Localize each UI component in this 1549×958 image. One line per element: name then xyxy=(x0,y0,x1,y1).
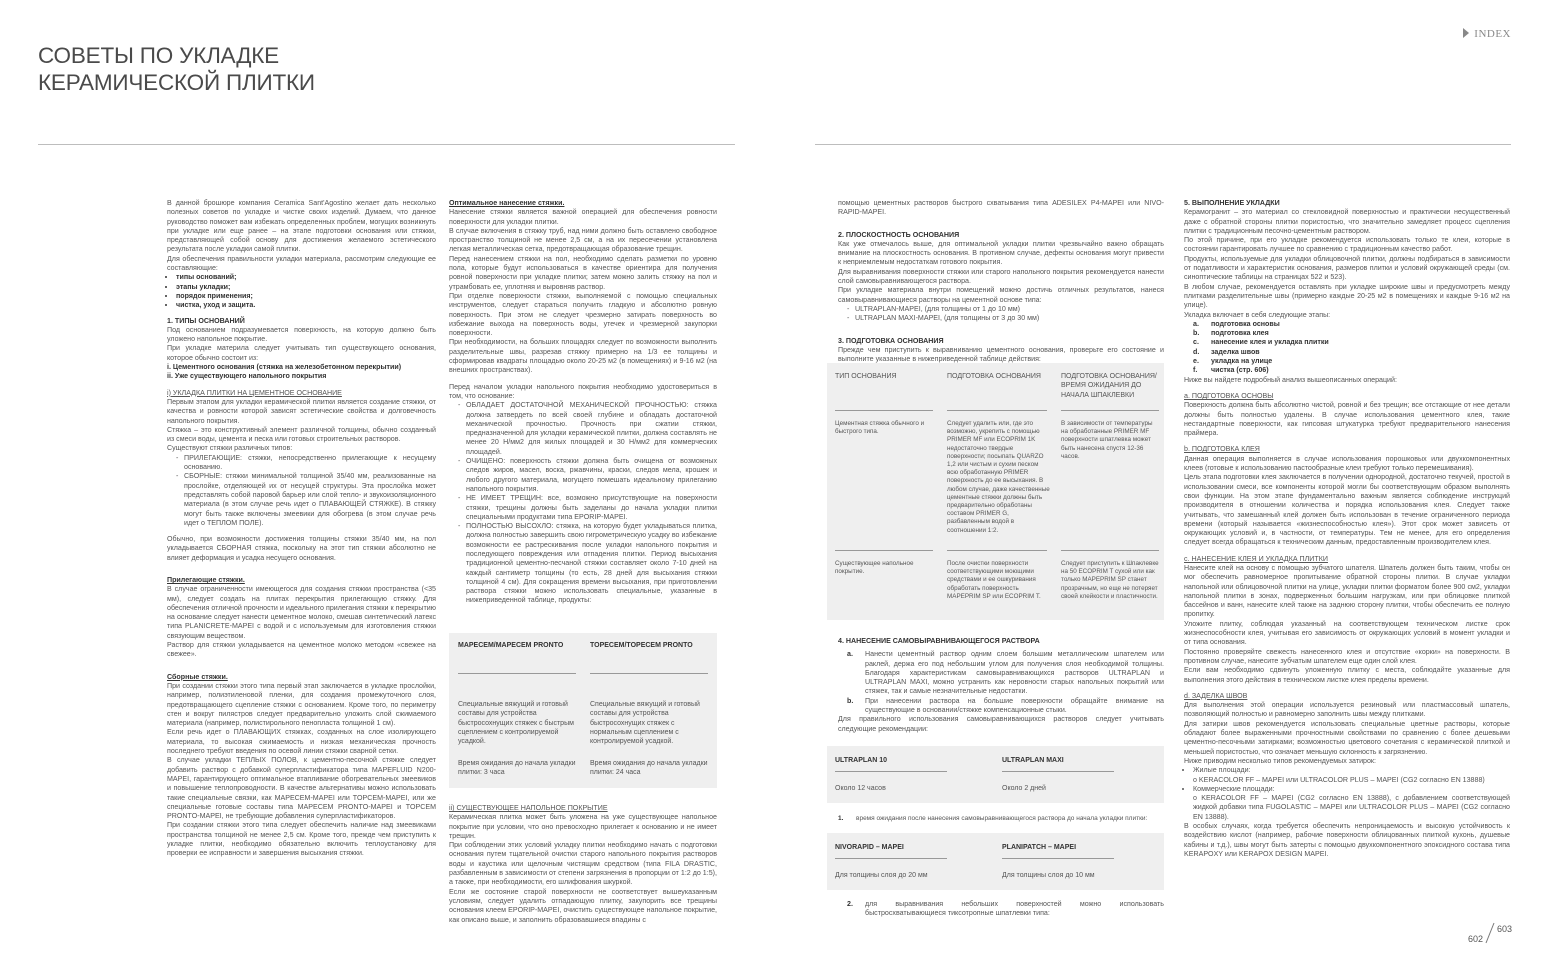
paragraph: При укладке материала внутри помещений можно достичь отличных результатов, нанеся самовыравнивающиеся растворы на цементной основе типа: xyxy=(838,286,1164,304)
section-heading: c. НАНЕСЕНИЕ КЛЕЯ И УКЛАДКА ПЛИТКИ xyxy=(1184,554,1328,563)
table-cell: Около 12 часов xyxy=(835,785,886,792)
drying-products-table xyxy=(449,633,717,788)
table-divider xyxy=(1002,858,1114,859)
base-preparation-table xyxy=(827,363,1164,620)
list-item: - ПРИЛЕГАЮЩИЕ: стяжки, непосредственно прилегающие к несущему основанию. xyxy=(176,454,436,473)
list-item: d. заделка швов xyxy=(1193,347,1260,356)
section-heading: 3. ПОДГОТОВКА ОСНОВАНИЯ xyxy=(838,336,944,345)
table-cell: Время ожидания до начала укладки плитки: 3 часа xyxy=(458,760,576,777)
screed-types-list xyxy=(167,454,436,528)
paragraph: Для затирки швов рекомендуется использовать специальные цветные растворы, которые обладают более выраженными прочностными свойствами по сравнению с более дешевыми цементно-песочными затирками; возможностью цветового сочетания с керамической плиткой и меньшей пористостью, что означает меньшую склонность к загрязнению. xyxy=(1184,719,1510,756)
table-divider xyxy=(947,550,1047,551)
list-item: a. подготовка основы xyxy=(1193,319,1280,328)
paragraph: В особых случаях, когда требуется обеспечить непроницаемость и высокую устойчивость к воздействию кислот (например, рабочие поверхности облицованных плиткой кухонь, душевые кабины и т.д.), швы могут быть затерты с помощью двухкомпонентного эпоксидного состава типа KERAPOXY или KERAPOX DESIGN MAPEI. xyxy=(1184,822,1510,858)
paragraph: Для правильного использования самовыравнивающихся растворов следует учитывать следующие рекомендации: xyxy=(838,715,1164,733)
section-heading: a. ПОДГОТОВКА ОСНОВЫ xyxy=(1184,391,1274,400)
paragraph: Перед нанесением стяжки на пол, необходимо сделать разметки по уровню пола, которые будут использоваться в качестве ориентира для получения ровной поверхности при укладке плитки; затем можно залить стяжку на пол и утрамбовать ее, уплотняя и выровняв раствор. xyxy=(449,254,717,291)
table-header: NIVORAPID – MAPEI xyxy=(835,844,904,851)
list-item: • Коммерческие площади: о KERACOLOR FF – MAPEI (CG2 согласно EN 13888), с добавлением соответствующей жидкой добавки типа FUGOLASTIC – MAPEI или ULTRACOLOR PLUS – MAPEI (CG2 согласно EN 13888). xyxy=(1193,785,1510,822)
column-1 xyxy=(167,199,436,859)
table-cell: После очистки поверхности соответствующими моющими средствами и ее ошкуривания обработать поверхность MAPEPRIM SP или ECOPRIM T. xyxy=(947,560,1041,600)
section-heading: 5. ВЫПОЛНЕНИЕ УКЛАДКИ xyxy=(1184,199,1280,207)
list-item: f. чистка (стр. 606) xyxy=(1193,366,1269,375)
table-cell: Следует приступить к Шпаклевке на 50 ECOPRIM T сухой или как только MAPEPRIM SP станет прозрачным, но еще не потеряет своей клейкости и пластичности. xyxy=(1061,560,1159,600)
list-item: - СБОРНЫЕ: стяжки минимальной толщиной 35/40 мм, реализованные на прослойке, отделяющей их от несущей структуры. Эта прослойка может представлять собой паровой барьер или слой тепло- и звукоизоляционного материала (в этом случае речь идет о ПЛАВАЮЩЕЙ СТЯЖКЕ). В стяжку могут быть также включены змеевики для обогрева (в этом случае речь идет о ТЕПЛОМ ПОЛЕ). xyxy=(176,472,436,528)
paragraph: В случае включения в стяжку труб, над ними должно быть оставлено свободное пространство толщиной не менее 2,5 см, а на их пересечении установлена легкая металлическая сетка, предотвращающая образование трещин. xyxy=(449,226,717,254)
table-divider xyxy=(458,673,576,674)
list-item: • этапы укладки; xyxy=(176,283,436,292)
list-item: b. При нанесении раствора на большие поверхности обращайте внимание на существующие в основании/стяжке компенсационные стыки. xyxy=(847,696,1164,715)
paragraph: Нанесение стяжки является важной операцией для обеспечения ровности поверхности для укладки плитки. xyxy=(449,208,717,226)
page-title-line2: КЕРАМИЧЕСКОЙ ПЛИТКИ xyxy=(38,70,315,95)
list-item: a. Нанести цементный раствор одним слоем большим металлическим шпателем или раклей, держа его под небольшим углом для получения слоя необходимой толщины. Благодаря характеристикам самовыравнивающихся растворов ULTRAPLAN и ULTRAPLAN MAXI, можно устранить как неровности старых напольных покрытий или стяжек, так и самые незначительные недостатки. xyxy=(847,650,1164,696)
paragraph: Продукты, используемые для укладки облицовочной плитки, должны подбираться в зависимости от податливости и характеристик основания, размеров плитки и условий окружающей среды (см. синоптические таблицы на страницах 522 и 523). xyxy=(1184,254,1510,282)
table-cell: Цементная стяжка обычного и быстрого типа. xyxy=(835,420,925,436)
column-4 xyxy=(1184,199,1510,859)
table-divider xyxy=(835,550,933,551)
paragraph: Данная операция выполняется в случае использования порошковых или двухкомпонентных клеев (готовые к использованию пастообразные клеи требуют только перемешивания). xyxy=(1184,454,1510,473)
paragraph: При отделке поверхности стяжки, выполняемой с помощью специальных инструментов, следует стараться получить гладкую и абсолютно ровную поверхность. При этом не следует чрезмерно затирать поверхность во избежание выхода на поверхность воды, утечек и чрезмерной закупорки поверхности. xyxy=(449,291,717,338)
note-list xyxy=(838,900,1164,919)
type-item: ii. Уже существующего напольного покрытия xyxy=(167,372,327,381)
list-item: • типы оснований; xyxy=(176,273,436,282)
note-1: 1. время ожидания после нанесения самовыравнивающегося раствора до начала укладки плитки: xyxy=(838,815,1148,822)
paragraph: Для выравнивания поверхности стяжки или старого напольного покрытия рекомендуется нанести слой самовыравнивающегося раствора. xyxy=(838,267,1164,286)
paragraph: Нанесите клей на основу с помощью зубчатого шпателя. Шпатель должен быть таким, чтобы он мог обеспечить равномерное пропитывание обратной стороны плитки. В случае укладки напольной или облицовочной плитки на улице, укладки плитки форматом более 900 см2, укладки напольной плитки в зонах, подверженных большим нагрузкам, или при облицовке плиткой бассейнов и ванн, нанесите клей также на заднюю сторону плитки, чтобы обеспечить ее полную пропитку. xyxy=(1184,563,1510,619)
list-item: b. подготовка клея xyxy=(1193,329,1269,338)
laying-steps-list xyxy=(1184,320,1510,376)
intro-text: В данной брошюре компания Ceramica Sant'Agostino желает дать несколько полезных советов по укладке и чистке своих изделий. Думаем, что данное руководство поможет вам избежать определенных проблем, могущих возникнуть при укладке или еще ранее – на этапе подготовки основания или стяжки, представляющей собой основу для достижения желаемого эстетического результата после укладки самой плитки. xyxy=(167,199,436,254)
list-item: • чистка, уход и защита. xyxy=(176,301,436,310)
page-title-line1: СОВЕТЫ ПО УКЛАДКЕ xyxy=(38,43,279,68)
section-heading: i) УКЛАДКА ПЛИТКИ НА ЦЕМЕНТНОЕ ОСНОВАНИЕ xyxy=(167,388,342,397)
paragraph: Первым этапом для укладки керамической плитки является создание стяжки, от качества и ровности которой зависят эстетические свойства и долговечность напольного покрытия. xyxy=(167,397,436,425)
paragraph: Постоянно проверяйте свежесть нанесенного клея и отсутствие «корки» на поверхности. В противном случае, нанесите зубчатым шпателем еще один слой клея. xyxy=(1184,647,1510,665)
column-3 xyxy=(838,199,1164,364)
list-item: 2. для выравнивания небольших поверхностей можно использовать быстросхватывающиеся тиксотропные шпатлевки типа: xyxy=(847,900,1164,918)
note-text: время ожидания после нанесения самовыравнивающегося раствора до начала укладки плитки: xyxy=(856,815,1148,822)
paragraph: Стяжка – это конструктивный элемент различной толщины, обычно созданный из смеси воды, цемента и песка или готовых строительных растворов. xyxy=(167,425,436,444)
table-cell: Для толщины слоя до 10 мм xyxy=(1002,872,1095,879)
table-cell: Специальные вяжущий и готовый составы для устройства быстросохнущих стяжек с быстрым сцеплением с контролируемой усадкой. xyxy=(458,701,574,746)
page-title xyxy=(38,42,538,96)
table-divider xyxy=(1061,410,1159,411)
paragraph: По этой причине, при его укладке рекомендуется использовать только те клеи, которые в состоянии гарантировать лучшее по сравнению с традиционным качество работ. xyxy=(1184,236,1510,254)
paragraph: Керамогранит – это материал со стекловидной поверхностью и практически несущественный даже с обратной стороны плитки пористостью, что значительно замедляет процесс сцепления плитки с традиционным песочно-цементным раствором. xyxy=(1184,208,1510,235)
table-cell: Следует удалить или, где это возможно, укрепить с помощью PRIMER MF или ECOPRIM 1K недостаточно твердые поверхности; посыпать QUARZO 1,2 или чистым и сухим песком всю обработанную PRIMER поверхность до ее высыхания. В любом случае, даже качественные цементные стяжки должны быть предварительно обработаны составом PRIMER G, разбавленным водой в соотношении 1:2. xyxy=(947,420,1050,534)
note-2 xyxy=(838,900,1164,919)
table-cell: Время ожидания до начала укладки плитки: 24 часа xyxy=(590,760,708,777)
paragraph: Если вам необходимо сдвинуть уложенную плитку с места, соблюдайте указанные для выполнения этого действия в техническом листке клея пределы времени. xyxy=(1184,666,1510,684)
paragraph: При укладке материла следует учитывать тип существующего основания, которое обычно состоит из: xyxy=(167,344,436,362)
paragraph: При создании стяжки этого типа первый этап заключается в укладке прослойки, например, полиэтиленовой пленки, для создания промежуточного слоя, предотвращающего сцепление стяжки с основанием. Кроме того, по периметру стен и вокруг пилястров следует предварительно уложить слой сжимаемого материала (например, полистирольного пенопласта толщиной 1 см). xyxy=(167,681,436,728)
table-header: TOPECEM/TOPECEM PRONTO xyxy=(590,642,693,649)
paragraph: Если же состояние старой поверхности не соответствует вышеуказанным условиям, следует удалить отпадающую плитку, закупорить все трещины основания клеем EPORIP-MAPEI, очистить существующее напольное покрытие, как описано выше, и заполнить образовавшиеся впадины с xyxy=(449,887,717,924)
paragraph: При создании стяжки этого типа следует обеспечить наличие над змеевиками пространства толщиной не менее 2,5 см. Кроме того, прежде чем приступить к укладке плитки, необходимо обязательно включить теплоустановку для проверки ее исправности и завершения высыхания стяжки. xyxy=(167,821,436,858)
paragraph: Раствор для стяжки укладывается на цементное молоко методом «свежее на свежее». xyxy=(167,641,436,659)
section-heading: 2. ПЛОСКОСТНОСТЬ ОСНОВАНИЯ xyxy=(838,230,960,239)
paragraph: Прежде чем приступить к выравниванию цементного основания, проверьте его состояние и выполните указанные в нижеприведенной таблице действия: xyxy=(838,345,1164,364)
column-2-bottom xyxy=(449,804,717,925)
table-cell: Около 2 дней xyxy=(1002,785,1046,792)
index-label: INDEX xyxy=(1474,28,1511,40)
page-number-left: 602 xyxy=(1468,934,1484,944)
paragraph: Как уже отмечалось выше, для оптимальной укладки плитки чрезвычайно важно обращать внимание на плоскостность основания. В противном случае, дефекты основания могут привести к неприемлемым недостаткам готового покрытия. xyxy=(838,239,1164,267)
patch-products-table xyxy=(827,833,1164,890)
table-divider xyxy=(835,858,947,859)
paragraph: Поверхность должна быть абсолютно чистой, ровной и без трещин; все отстающие от нее детали должны быть полностью удалены. В случае использования цементного клея, такие нестандартные поверхности, как гипсовая штукатурка требуют предварительного нанесения праймера. xyxy=(1184,401,1510,438)
table-header: ПОДГОТОВКА ОСНОВАНИЯ/ВРЕМЯ ОЖИДАНИЯ ДО НАЧАЛА ШПАКЛЕВКИ xyxy=(1061,373,1157,399)
table-header: ТИП ОСНОВАНИЯ xyxy=(835,373,897,380)
list-item: - ULTRAPLAN MAXI-MAPEI, (для толщины от 3 до 30 мм) xyxy=(847,314,1164,323)
paragraph: Если речь идет о ПЛАВАЮЩИХ стяжках, созданных на слое изолирующего материала, то высокая сжимаемость и низкая механическая прочность последнего требуют введения по осевой линии стяжки сварной сетки. xyxy=(167,728,436,756)
table-header: ULTRAPLAN 10 xyxy=(835,757,887,764)
index-arrow-icon xyxy=(1462,28,1470,38)
header-divider-left xyxy=(38,144,735,145)
section-heading: 4. НАНЕСЕНИЕ САМОВЫРАВНИВАЮЩЕГОСЯ РАСТВОРА xyxy=(838,637,1040,645)
page-number-divider xyxy=(1484,922,1496,944)
components-list xyxy=(167,273,436,310)
column-3-mid xyxy=(838,637,1164,734)
subheading: Сборные стяжки. xyxy=(167,672,228,681)
paragraph: Ниже вы найдете подробный анализ вышеописанных операций: xyxy=(1184,375,1397,384)
paragraph: В любом случае, рекомендуется оставлять при укладке широкие швы и предусмотреть между плитками разделительные швы (примерно каждые 20-25 м2 в помещениях и каждые 9-16 м2 на улице). xyxy=(1184,282,1510,310)
table-divider xyxy=(947,410,1047,411)
subheading: Прилегающие стяжки. xyxy=(167,575,245,584)
paragraph: В случае укладки ТЕПЛЫХ ПОЛОВ, к цементно-песочной стяжке следует добавить раствор с добавкой суперпластификатора типа MAPEFLUID N200-MAPEI, гарантирующего оптимальное втапливание обогревательных змеевиков и повышение теплопроводности. В качестве альтернативы можно использовать такие специальные связки, как MAPECEM-MAPEI или TOPCEM-MAPEI, или же специальные готовые составы типа MAPECEM PRONTO-MAPEI и TOPCEM PRONTO-MAPEI, не требующие добавления суперпластификаторов. xyxy=(167,756,436,821)
table-divider xyxy=(835,410,933,411)
paragraph: Под основанием подразумевается поверхность, на которую должно быть уложено напольное покрытие. xyxy=(167,325,436,344)
paragraph: При необходимости, на больших площадях следует по возможности выполнить разделительные швы, разрезав стяжку примерно на 1/3 ее толщины и сформировав квадраты площадью около 20-25 м2 (в помещениях) и 9-16 м2 (на внешних пространствах). xyxy=(449,338,717,375)
type-item: i. Цементного основания (стяжка на железобетонном перекрытии) xyxy=(167,363,402,372)
table-header: ULTRAPLAN MAXI xyxy=(1002,757,1064,764)
paragraph: Существуют стяжки различных типов: xyxy=(167,444,293,453)
waiting-time-table xyxy=(827,746,1164,803)
paragraph: Ниже приводим несколько типов рекомендуемых затирок: xyxy=(1184,756,1376,765)
table-header: PLANIPATCH – MAPEI xyxy=(1002,844,1077,851)
paragraph: Перед началом укладки напольного покрытия необходимо удостовериться в том, что основание: xyxy=(449,382,717,400)
levelling-products-list xyxy=(838,305,1164,324)
table-header: MAPECEM/MAPECEM PRONTO xyxy=(458,642,564,649)
section-heading: ii) СУЩЕСТВУЮЩЕЕ НАПОЛЬНОЕ ПОКРЫТИЕ xyxy=(449,804,608,812)
table-cell: Для толщины слоя до 20 мм xyxy=(835,872,928,879)
application-steps xyxy=(838,650,1164,715)
paragraph: В случае ограниченности имеющегося для создания стяжки пространства (<35 мм), следует создать на плитах перекрытия прилегающую стяжку. Для обеспечения отличной прочности и идеального прилегания стяжки к перекрытию на основание следует нанести цементное молоко, смешав синтетический латекс типа PLANICRETE-MAPEI с водой и с используемым для изготовления стяжки связующим веществом. xyxy=(167,585,436,640)
section-heading: b. ПОДГОТОВКА КЛЕЯ xyxy=(1184,445,1260,454)
table-divider xyxy=(1002,771,1114,772)
list-item: - ОЧИЩЕНО: поверхность стяжки должна быть очищена от возможных следов жиров, масел, воска, ржавчины, краски, следов мела, крошек и любого другого материала, могущего помешать идеальному прилеганию напольного покрытия. xyxy=(458,457,717,494)
table-divider xyxy=(835,771,947,772)
subheading: Оптимальное нанесение стяжки. xyxy=(449,199,565,207)
intro-text-2: Для обеспечения правильности укладки материала, рассмотрим следующие ее составляющие: xyxy=(167,254,436,273)
list-item: - ULTRAPLAN-MAPEI, (для толщины от 1 до 10 мм) xyxy=(847,305,1164,314)
list-item: c. нанесение клея и укладка плитки xyxy=(1193,338,1329,347)
page-number-right: 603 xyxy=(1497,924,1513,934)
table-cell: Специальные вяжущий и готовый составы для устройства быстросохнущих стяжек с нормальным сцеплением с контролируемой усадкой. xyxy=(590,701,700,746)
table-cell: Существующее напольное покрытие. xyxy=(835,560,914,576)
requirements-list xyxy=(449,401,717,606)
paragraph: Укладка включает в себя следующие этапы: xyxy=(1184,310,1331,319)
paragraph: Для выполнения этой операции используется резиновый или пластмассовый шпатель, позволяющий полностью и равномерно заполнить швы между плитками. xyxy=(1184,701,1510,719)
paragraph: Керамическая плитка может быть уложена на уже существующее напольное покрытие при условии, что оно превосходно прилегает к основанию и не имеет трещин. xyxy=(449,813,717,840)
index-link[interactable] xyxy=(1462,28,1511,40)
list-item: • порядок применения; xyxy=(176,292,436,301)
table-divider xyxy=(590,673,708,674)
column-2 xyxy=(449,199,717,606)
paragraph: Уложите плитку, соблюдая указанный на соответствующем техническом листке срок жизнеспособности клея, учитывая его зависимость от окружающих условий в момент укладки и от типа основания. xyxy=(1184,619,1510,647)
paragraph: Обычно, при возможности достижения толщины стяжки 35/40 мм, на пол укладывается СБОРНАЯ стяжка, поскольку на этот тип стяжки абсолютно не влияет деформация и усадка несущего основания. xyxy=(167,535,436,562)
list-item: - ОБЛАДАЕТ ДОСТАТОЧНОЙ МЕХАНИЧЕСКОЙ ПРОЧНОСТЬЮ: стяжка должна затвердеть по всей своей глубине и обладать достаточной механической прочностью. Прочность при сжатии стяжки, предназначенной для укладки керамической плитки, должна составлять не менее 20 Н/мм2 для жилых площадей и 30 Н/мм2 для коммерческих площадей. xyxy=(458,401,717,457)
paragraph: При соблюдении этих условий укладку плитки необходимо начать с подготовки основания путем тщательной очистки старого напольного покрытия растворов воды и каустика или щелочным чистящим средством (типа FILA DRASTIC, разбавленным в зависимости от степени загрязнения в пропорции от 1:2 до 1:5), а также, при необходимости, его шлифования шкуркой. xyxy=(449,841,717,887)
section-heading: 1. ТИПЫ ОСНОВАНИЙ xyxy=(167,316,245,325)
table-header: ПОДГОТОВКА ОСНОВАНИЯ xyxy=(947,373,1041,380)
table-divider xyxy=(1061,550,1159,551)
section-heading: d. ЗАДЕЛКА ШВОВ xyxy=(1184,691,1248,700)
list-item: • Жилые площади: о KERACOLOR FF – MAPEI или ULTRACOLOR PLUS – MAPEI (CG2 согласно EN 13888) xyxy=(1193,766,1510,785)
paragraph: помощью цементных растворов быстрого схватывания типа ADESILEX P4-MAPEI или NIVO-RAPID-MAPEI. xyxy=(838,199,1164,217)
list-item: - ПОЛНОСТЬЮ ВЫСОХЛО: стяжка, на которую будет укладываться плитка, должна полностью завершить свою гигрометрическую усадку во избежание возможности ее растрескивания после укладки напольного покрытия и последующего повреждения или отпадения плитки. Период высыхания традиционной цементно-песчаной стяжки составляет около 7-10 дней на каждый сантиметр толщины (то есть, 28 дней для высыхания стяжки толщиной 4 см). Для сокращения времени высыхания, при приготовлении раствора стяжки можно использовать специальные, указанные в нижеприведенной таблице, продукты: xyxy=(458,522,717,606)
list-item: e. укладка на улице xyxy=(1193,357,1273,366)
paragraph: Цель этапа подготовки клея заключается в получении однородной, достаточно текучей, простой в использовании смеси, все компоненты которой могли бы соответствующим образом выполнять свои функции. На этом этапе фундаментально важным является соблюдение инструкций производителя в отношении количества и порядка использования клея. Следует также учитывать, что замешанный клей должен быть использован в течение ограниченного периода времени (который называется «жизнеспособностью клея»). Этот срок может зависеть от окружающих условий и, в частности, от температуры. Тем не менее, для его определения следует всегда обращаться к техническим данным, предоставленным производителем клея. xyxy=(1184,473,1510,547)
grout-list xyxy=(1184,766,1510,822)
list-item: - НЕ ИМЕЕТ ТРЕЩИН: все, возможно присутствующие на поверхности стяжки, трещины должны быть заделаны до начала укладки плитки специальными продуктами типа EPORIP-MAPEI. xyxy=(458,494,717,522)
header-divider-right xyxy=(815,144,1511,145)
table-cell: В зависимости от температуры на обработанные PRIMER MF поверхности шпатлевка может быть нанесена спустя 12-36 часов. xyxy=(1061,420,1153,460)
